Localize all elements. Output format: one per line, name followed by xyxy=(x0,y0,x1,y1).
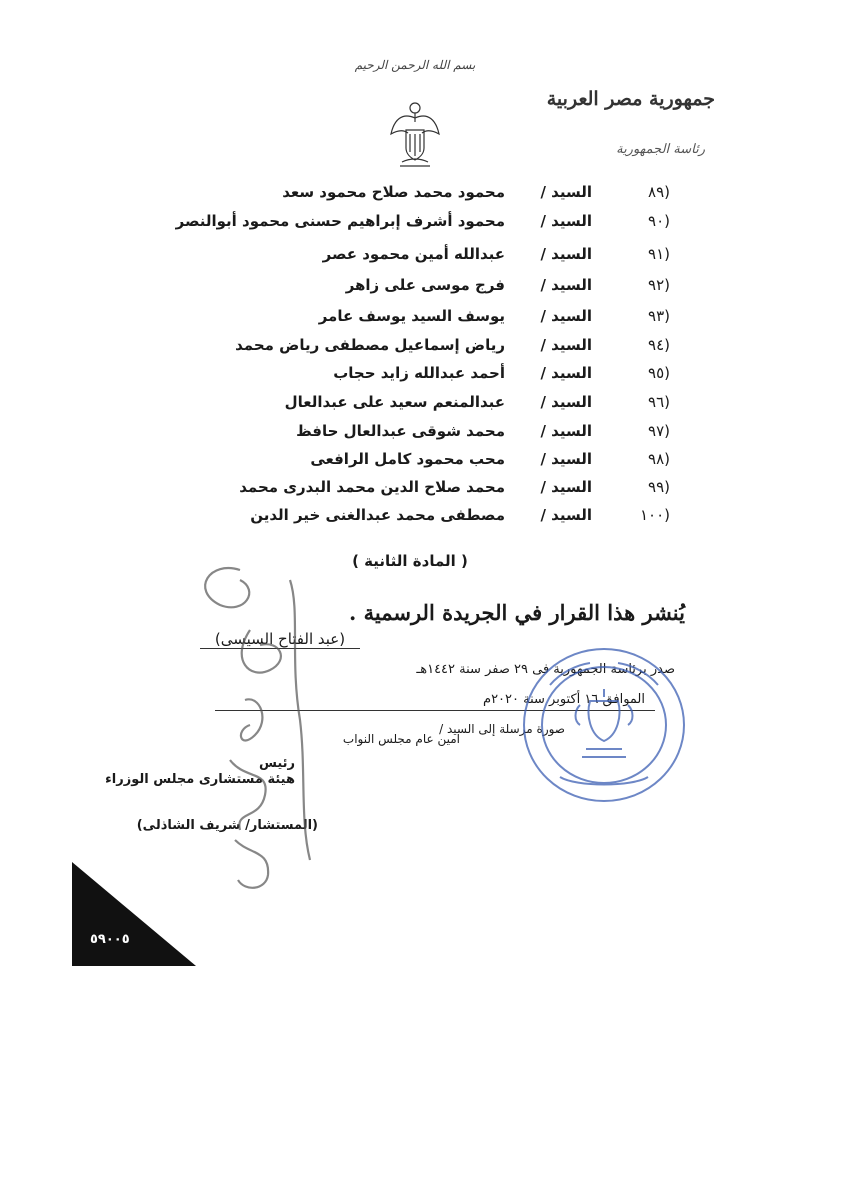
list-item xyxy=(180,422,670,446)
corner-triangle xyxy=(72,862,196,966)
list-item xyxy=(180,276,670,300)
page-code: ٥٩٠٠٥ xyxy=(90,932,130,947)
list-number: ٩٥) xyxy=(648,364,670,382)
header-republic: جمهورية مصر العربية xyxy=(546,88,715,110)
header-presidency: رئاسة الجمهورية xyxy=(616,142,705,157)
list-name: عبدالله أمين محمود عصر xyxy=(322,245,505,263)
list-name: أحمد عبدالله زايد حجاب xyxy=(333,364,505,382)
list-name: محمد صلاح الدين محمد البدرى محمد xyxy=(239,478,505,496)
list-title: السيد / xyxy=(540,422,592,440)
list-title: السيد / xyxy=(540,307,592,325)
list-name: عبدالمنعم سعيد على عبدالعال xyxy=(284,393,505,411)
list-name: محمد شوقى عبدالعال حافظ xyxy=(296,422,505,440)
list-number: ٩٩) xyxy=(648,478,670,496)
list-item xyxy=(175,212,670,236)
list-item xyxy=(180,393,670,417)
article-heading: ( المادة الثانية ) xyxy=(352,552,468,570)
list-number: ٨٩) xyxy=(648,183,670,201)
list-title: السيد / xyxy=(540,183,592,201)
list-number: ٩٤) xyxy=(648,336,670,354)
list-item xyxy=(180,183,670,207)
signatory-name: (عبد الفتاح السيسى) xyxy=(200,630,360,649)
list-number: ٩٢) xyxy=(648,276,670,294)
list-title: السيد / xyxy=(540,336,592,354)
gregorian-date-line: الموافق ١٦ أكتوبر سنة ٢٠٢٠م xyxy=(483,692,645,707)
list-item xyxy=(180,245,670,269)
basmala: بسم الله الرحمن الرحيم xyxy=(354,58,476,72)
copy-to-line: صورة مرسلة إلى السيد / xyxy=(439,722,565,736)
list-number: ٩٧) xyxy=(648,422,670,440)
list-name: يوسف السيد يوسف عامر xyxy=(318,307,505,325)
list-number: ٩٦) xyxy=(648,393,670,411)
list-title: السيد / xyxy=(540,478,592,496)
official-seal-icon xyxy=(520,645,688,805)
list-title: السيد / xyxy=(540,506,592,524)
list-name: محب محمود كامل الرافعى xyxy=(310,450,505,468)
list-title: السيد / xyxy=(540,450,592,468)
list-title: السيد / xyxy=(540,276,592,294)
head-body: هيئة مستشارى مجلس الوزراء xyxy=(105,772,295,787)
list-name: مصطفى محمد عبدالغنى خير الدين xyxy=(250,506,505,524)
list-number: ٩٨) xyxy=(648,450,670,468)
list-name: فرج موسى على زاهر xyxy=(345,276,505,294)
list-item xyxy=(180,307,670,331)
secretary-general-line: امين عام مجلس النواب xyxy=(342,732,460,746)
publication-statement: يُنشر هذا القرار في الجريدة الرسمية . xyxy=(349,600,685,625)
list-title: السيد / xyxy=(540,245,592,263)
list-number: ٩٣) xyxy=(648,307,670,325)
list-item xyxy=(180,364,670,388)
list-name: محمود محمد صلاح محمود سعد xyxy=(282,183,505,201)
counsellor-signature: (المستشار/ شريف الشاذلى) xyxy=(136,818,318,833)
eagle-emblem-icon xyxy=(388,100,442,170)
list-title: السيد / xyxy=(540,393,592,411)
head-title: رئيس xyxy=(258,756,295,771)
list-name: محمود أشرف إبراهيم حسنى محمود أبوالنصر xyxy=(175,212,505,230)
list-item xyxy=(180,336,670,360)
list-number: ٩٠) xyxy=(648,212,670,230)
list-name: رياض إسماعيل مصطفى رياض محمد xyxy=(235,336,505,354)
issued-date-line: صدر برئاسة الجمهورية فى ٢٩ صفر سنة ١٤٤٢هـ xyxy=(416,662,675,677)
list-item xyxy=(180,450,670,474)
list-title: السيد / xyxy=(540,364,592,382)
list-title: السيد / xyxy=(540,212,592,230)
list-number: ٩١) xyxy=(648,245,670,263)
list-number: ١٠٠) xyxy=(639,506,670,524)
list-item xyxy=(180,478,670,502)
handwritten-annotation-icon xyxy=(105,520,450,910)
